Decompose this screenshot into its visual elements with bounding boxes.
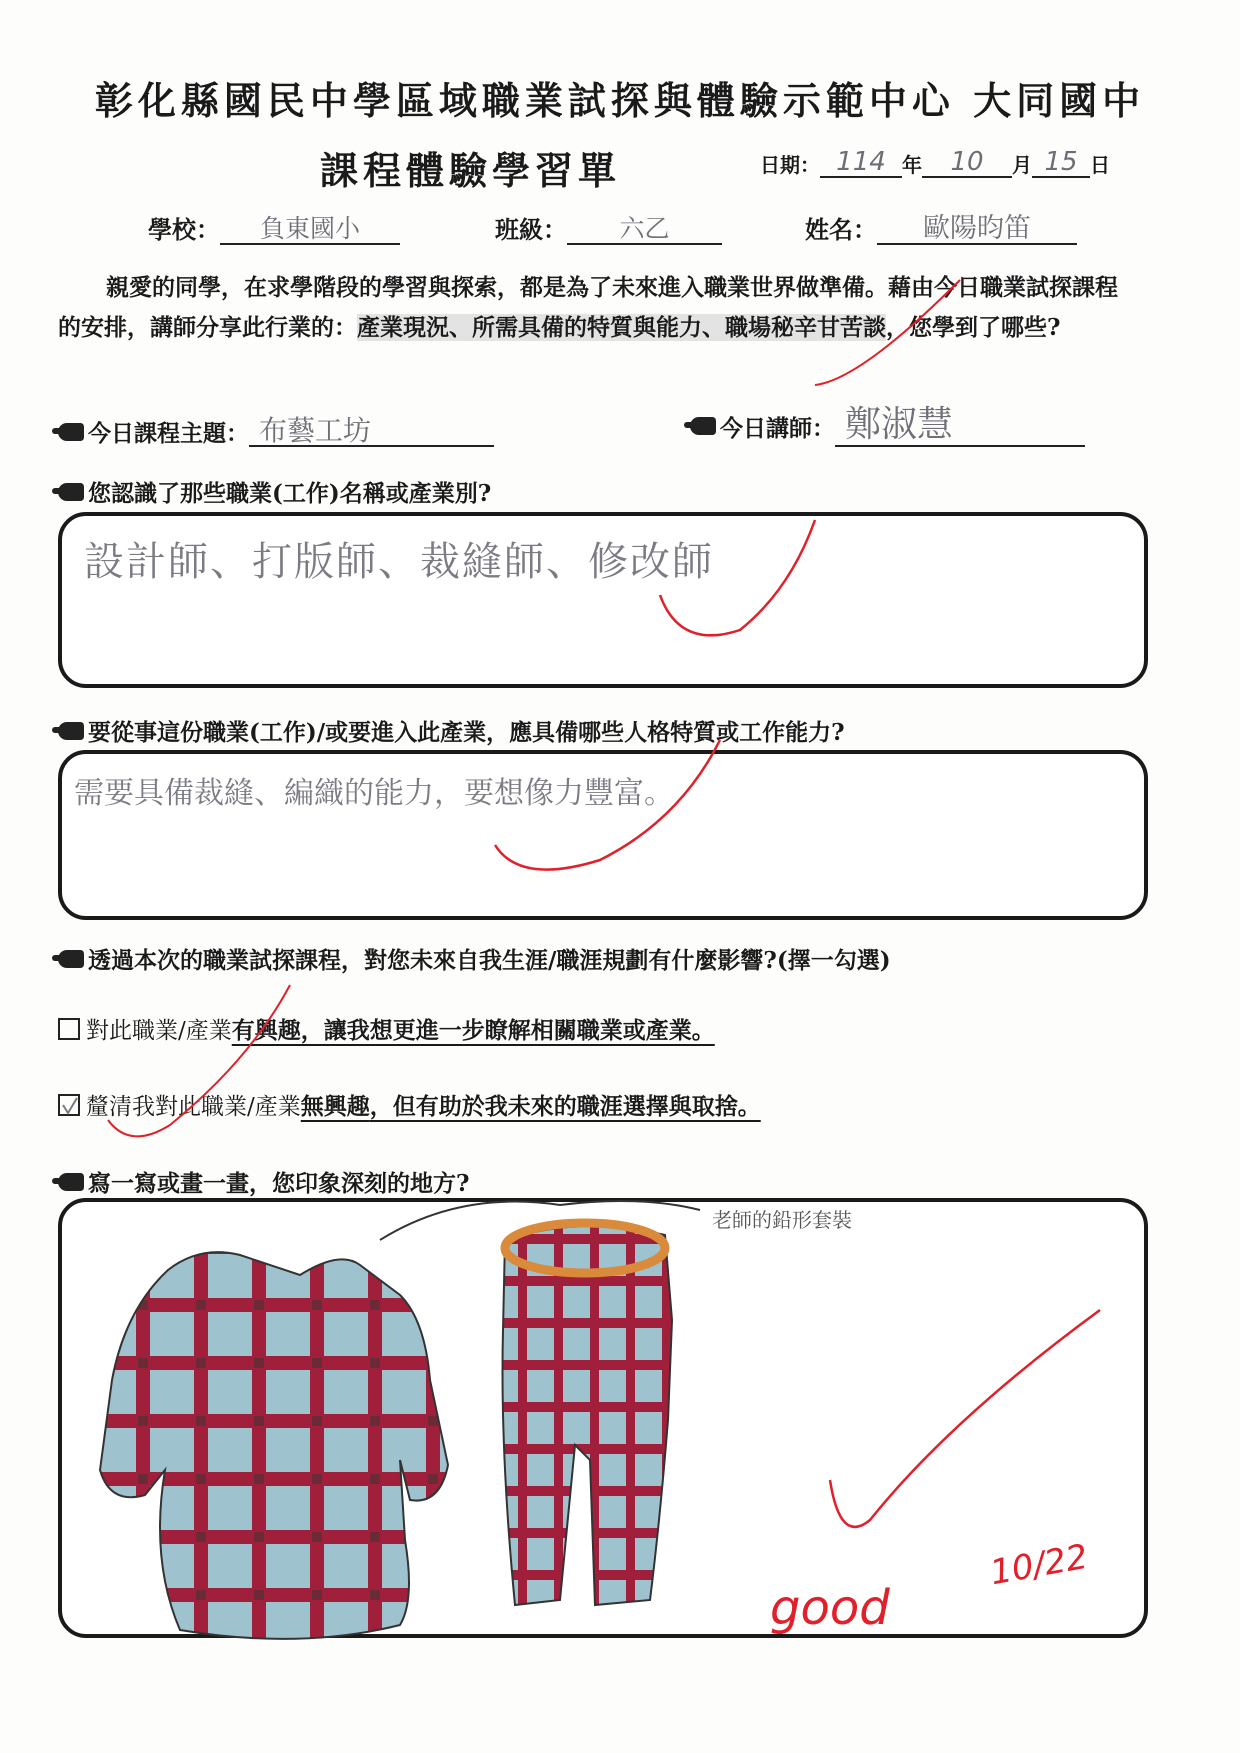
question-2-answer-box — [58, 750, 1148, 920]
question-2-answer: 需要具備裁縫、編織的能力，要想像力豐富。 — [74, 776, 674, 811]
pointing-hand-icon — [58, 1173, 84, 1191]
drawing-box — [58, 1198, 1148, 1638]
date-label: 日期： — [760, 153, 820, 177]
option-interested-checkbox[interactable] — [58, 1018, 80, 1040]
option-not-interested[interactable] — [58, 1088, 761, 1121]
teacher-label: 今日講師： — [720, 414, 835, 442]
class-field — [495, 210, 722, 245]
date-year: 114 — [820, 148, 902, 178]
name-value: 歐陽昀笛 — [877, 215, 1077, 245]
school-value: 負東國小 — [220, 215, 400, 245]
teacher-field — [690, 405, 1085, 447]
pointing-hand-icon — [58, 423, 84, 441]
month-unit: 月 — [1012, 153, 1032, 177]
option-not-interested-prefix: 釐清我對此職業/產業 — [86, 1094, 301, 1120]
drawing-note: 老師的鉛形套裝 — [712, 1208, 852, 1232]
date-row — [760, 148, 1110, 178]
date-day: 15 — [1032, 148, 1090, 178]
name-field — [805, 210, 1077, 245]
name-label: 姓名： — [805, 215, 877, 244]
school-label: 學校： — [148, 215, 220, 244]
option-not-interested-emph: 無興趣 — [300, 1093, 370, 1120]
pointing-hand-icon — [58, 950, 84, 968]
question-1-answer: 設計師、打版師、裁縫師、修改師 — [84, 539, 714, 585]
intro-paragraph — [58, 268, 1138, 348]
topic-value: 布藝工坊 — [249, 417, 494, 447]
page-title: 彰化縣國民中學區域職業試探與體驗示範中心 大同國中 — [94, 78, 1146, 123]
topic-field — [58, 415, 494, 448]
class-value: 六乙 — [567, 215, 722, 245]
school-field — [148, 210, 400, 245]
intro-text-a: 親愛的同學，在求學階段的學習與探索，都是為了未來進入職業世界做準備。藉由今日職業試探課程的安排，講師分享此行業的： — [58, 274, 1118, 341]
pointing-hand-icon — [58, 483, 84, 501]
option-interested-prefix: 對此職業/產業 — [86, 1018, 232, 1044]
intro-highlight: 產業現況、所需具備的特質與能力、職場秘辛甘苦談 — [357, 314, 886, 341]
grading-date: 10/22 — [987, 1536, 1091, 1594]
check-mark-icon — [60, 1096, 80, 1116]
option-not-interested-rest: ，但有助於我未來的職涯選擇與取捨。 — [369, 1093, 761, 1120]
class-label: 班級： — [495, 215, 567, 244]
topic-label: 今日課程主題： — [88, 420, 249, 447]
option-not-interested-checkbox[interactable] — [58, 1094, 80, 1116]
date-month: 10 — [922, 148, 1012, 178]
teacher-value: 鄭淑慧 — [835, 405, 1085, 447]
worksheet-subtitle: 課程體驗學習單 — [320, 148, 622, 193]
option-interested-text: 有興趣，讓我想更進一步瞭解相關職業或產業。 — [231, 1017, 715, 1044]
question-1-answer-box — [58, 512, 1148, 688]
question-4-label: 寫一寫或畫一畫，您印象深刻的地方? — [58, 1165, 469, 1198]
teacher-comment: good — [770, 1580, 890, 1636]
year-unit: 年 — [902, 153, 922, 177]
question-1-label: 您認識了那些職業(工作)名稱或產業別? — [58, 475, 491, 508]
question-2-label: 要從事這份職業(工作)/或要進入此產業，應具備哪些人格特質或工作能力? — [58, 714, 845, 747]
day-unit: 日 — [1090, 153, 1110, 177]
option-interested[interactable] — [58, 1012, 715, 1045]
intro-text-b: ，您學到了哪些? — [886, 314, 1061, 341]
pointing-hand-icon — [58, 722, 84, 740]
pointing-hand-icon — [690, 417, 716, 435]
question-3-label: 透過本次的職業試探課程，對您未來自我生涯/職涯規劃有什麼影響?(擇一勾選) — [58, 942, 891, 975]
